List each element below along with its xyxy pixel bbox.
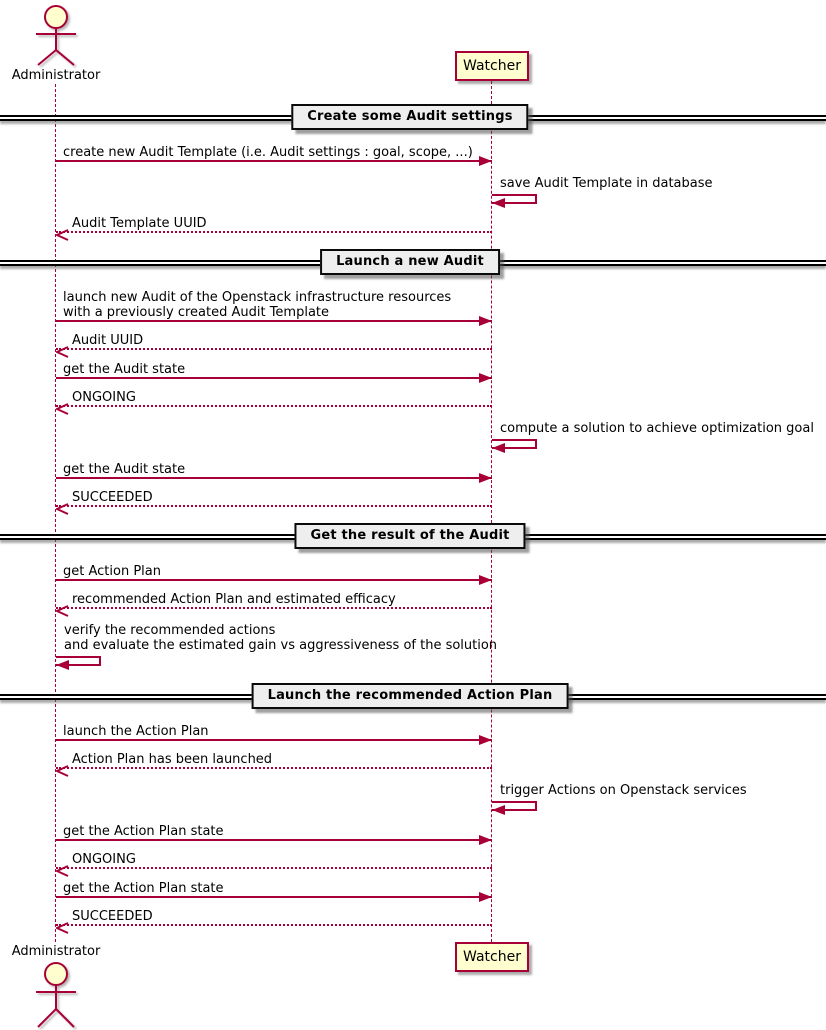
return-arrowhead-icon <box>56 500 70 519</box>
message-arrow-line <box>56 767 492 769</box>
message-arrow-line <box>56 320 492 322</box>
self-message-label-line: verify the recommended actions <box>64 623 276 638</box>
self-message-label-line: and evaluate the estimated gain vs aggressiveness of the solution <box>64 638 498 653</box>
solid-arrowhead-icon <box>479 835 492 845</box>
message-arrow-line <box>56 924 492 926</box>
message-label <box>72 909 153 924</box>
message-arrow-line <box>56 739 492 741</box>
message-label-line: SUCCEEDED <box>72 490 153 505</box>
message-label-line: ONGOING <box>72 390 136 405</box>
solid-arrowhead-icon <box>479 373 492 383</box>
divider-label: Launch the recommended Action Plan <box>252 683 569 709</box>
self-message-label-line: save Audit Template in database <box>500 176 713 191</box>
watcher-label-bottom: Watcher <box>463 949 521 965</box>
message-arrow-line <box>56 348 492 350</box>
self-arrowhead-icon <box>492 805 505 815</box>
return-arrowhead-icon <box>56 226 70 245</box>
message-label-line: Audit UUID <box>72 333 144 348</box>
message-label-line: with a previously created Audit Template <box>63 305 330 320</box>
message-arrow-line <box>56 231 492 233</box>
self-message-label-line: trigger Actions on Openstack services <box>500 783 747 798</box>
self-message-label <box>500 783 747 798</box>
self-message-label <box>500 176 713 191</box>
self-arrowhead-icon <box>56 660 69 670</box>
return-arrowhead-icon <box>56 343 70 362</box>
solid-arrowhead-icon <box>479 156 492 166</box>
divider-label: Get the result of the Audit <box>294 523 525 549</box>
message-arrow-line <box>56 505 492 507</box>
divider-label: Create some Audit settings <box>291 104 528 130</box>
solid-arrowhead-icon <box>479 735 492 745</box>
message-label <box>63 724 209 739</box>
message-label-line: ONGOING <box>72 852 136 867</box>
message-label-line: create new Audit Template (i.e. Audit settings : goal, scope, ...) <box>63 145 473 160</box>
self-message-label <box>64 623 497 653</box>
return-arrowhead-icon <box>56 862 70 881</box>
administrator-actor-icon-bottom <box>30 959 82 1030</box>
message-label <box>72 216 207 231</box>
return-arrowhead-icon <box>56 602 70 621</box>
self-message-label <box>500 421 814 436</box>
message-label <box>63 362 185 377</box>
message-label-line: get the Audit state <box>63 462 186 477</box>
divider-label: Launch a new Audit <box>320 249 500 275</box>
message-label <box>63 290 451 320</box>
watcher-label-top: Watcher <box>463 58 521 74</box>
watcher-participant-top <box>455 51 529 81</box>
message-label <box>63 881 224 896</box>
message-label-line: launch new Audit of the Openstack infrastructure resources <box>63 290 452 305</box>
message-arrow-line <box>56 579 492 581</box>
self-arrowhead-icon <box>492 443 505 453</box>
message-label-line: get Action Plan <box>63 564 161 579</box>
return-arrowhead-icon <box>56 400 70 419</box>
return-arrowhead-icon <box>56 919 70 938</box>
message-arrow-line <box>56 477 492 479</box>
administrator-actor-icon <box>30 2 82 66</box>
message-label-line: Audit Template UUID <box>72 216 207 231</box>
message-label <box>63 145 473 160</box>
administrator-label-bottom: Administrator <box>11 944 101 959</box>
message-arrow-line <box>56 607 492 609</box>
message-label-line: SUCCEEDED <box>72 909 153 924</box>
message-label <box>72 852 136 867</box>
message-label <box>72 592 396 607</box>
message-arrow-line <box>56 867 492 869</box>
message-arrow-line <box>56 160 492 162</box>
self-arrowhead-icon <box>492 198 505 208</box>
administrator-label-top: Administrator <box>11 68 101 83</box>
return-arrowhead-icon <box>56 762 70 781</box>
message-arrow-line <box>56 839 492 841</box>
solid-arrowhead-icon <box>479 316 492 326</box>
message-arrow-line <box>56 377 492 379</box>
message-label-line: launch the Action Plan <box>63 724 209 739</box>
solid-arrowhead-icon <box>479 892 492 902</box>
message-label <box>63 564 161 579</box>
message-label-line: Action Plan has been launched <box>72 752 273 767</box>
message-label <box>72 390 136 405</box>
message-label-line: recommended Action Plan and estimated efficacy <box>72 592 396 607</box>
solid-arrowhead-icon <box>479 473 492 483</box>
watcher-participant-bottom <box>455 942 529 972</box>
message-arrow-line <box>56 405 492 407</box>
message-label <box>72 490 153 505</box>
message-label <box>63 824 224 839</box>
message-label-line: get the Action Plan state <box>63 881 224 896</box>
message-label-line: get the Action Plan state <box>63 824 224 839</box>
message-label <box>63 462 185 477</box>
solid-arrowhead-icon <box>479 575 492 585</box>
self-message-label-line: compute a solution to achieve optimization goal <box>500 421 814 436</box>
message-label <box>72 333 143 348</box>
message-label-line: get the Audit state <box>63 362 186 377</box>
message-label <box>72 752 272 767</box>
message-arrow-line <box>56 896 492 898</box>
